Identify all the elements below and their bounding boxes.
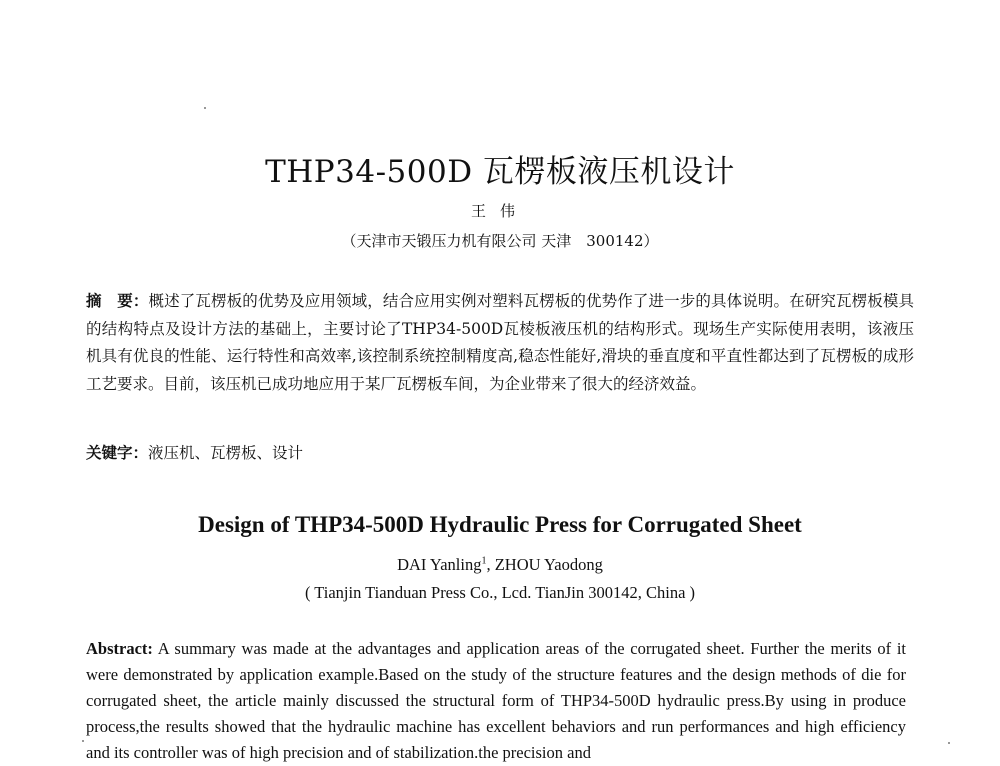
chinese-keywords bbox=[86, 441, 914, 465]
chinese-abstract bbox=[86, 288, 914, 398]
english-author-first: DAI Yanling bbox=[397, 555, 482, 574]
chinese-keywords-text: 液压机、瓦楞板、设计 bbox=[148, 444, 304, 462]
scan-speck bbox=[948, 742, 950, 744]
english-authors bbox=[0, 555, 1000, 575]
scan-speck bbox=[204, 107, 206, 109]
english-author-second: , ZHOU Yaodong bbox=[486, 555, 603, 574]
chinese-abstract-label: 摘 要： bbox=[86, 292, 149, 310]
chinese-author: 王伟 bbox=[470, 202, 529, 220]
chinese-keywords-label: 关键字： bbox=[86, 444, 149, 462]
chinese-affiliation: （天津市天锻压力机有限公司 天津 300142） bbox=[341, 232, 659, 250]
english-abstract bbox=[86, 636, 906, 766]
english-abstract-label: Abstract: bbox=[86, 639, 153, 658]
english-affiliation: ( Tianjin Tianduan Press Co., Lcd. TianJin 300142, China ) bbox=[304, 583, 696, 602]
author-footnote-marker: 1 bbox=[481, 555, 487, 567]
scan-speck bbox=[82, 740, 84, 742]
english-title: Design of THP34-500D Hydraulic Press for Corrugated Sheet bbox=[198, 512, 802, 537]
chinese-abstract-text: 概述了瓦楞板的优势及应用领域，结合应用实例对塑料瓦楞板的优势作了进一步的具体说明。在研究瓦楞板模具的结构特点及设计方法的基础上，主要讨论了THP34-500D瓦棱板液压机的结构形式。现场生产实际使用表明，该液压机具有优良的性能、运行特性和高效率,该控制系统控制精度高,稳态性能好,滑块的垂直度和平直性都达到了瓦楞板的成形工艺要求。目前，该压机已成功地应用于某厂瓦楞板车间，为企业带来了很大的经济效益。 bbox=[86, 292, 914, 393]
english-abstract-text: A summary was made at the advantages and application areas of the corrugated sheet. Further the merits of it were demonstrated by application example.Based on the study of the structure features and the design methods of die for corrugated sheet, the article mainly discussed the structural form of THP34-500D hydraulic press.By using in produce process,the results showed that the hydraulic machine has excellent behaviors and run performances and high efficiency and its controller was of high precision and of stabilization.the precision and bbox=[86, 639, 907, 762]
chinese-title: THP34-500D 瓦楞板液压机设计 bbox=[265, 154, 735, 190]
